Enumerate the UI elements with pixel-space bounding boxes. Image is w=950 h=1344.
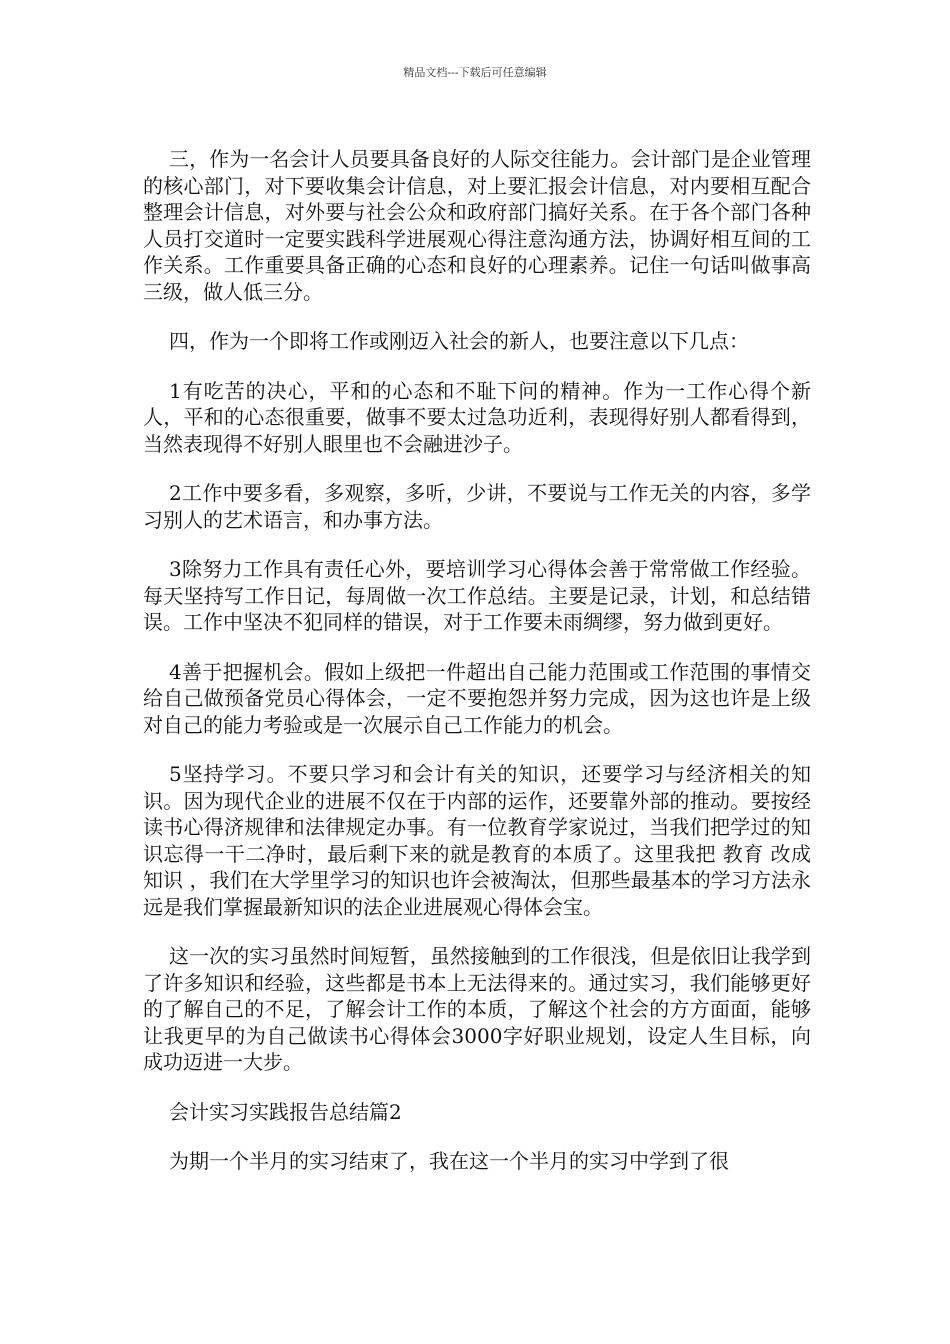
document-body [143, 146, 811, 1198]
paragraph-point-2: 2工作中要多看，多观察，多听，少讲，不要说与工作无关的内容，多学习别人的艺术语言，和办事方法。 [143, 481, 811, 532]
paragraph-conclusion: 这一次的实习虽然时间短暂，虽然接触到的工作很浅，但是依旧让我学到了许多知识和经验，这些都是书本上无法得来的。通过实习，我们能够更好的了解自己的不足，了解会计工作的本质，了解这个社会的方方面面，能够让我更早的为自己做读书心得体会3000字好职业规划，设定人生目标，向成功迈进一大步。 [143, 944, 811, 1074]
paragraph-newcomer-intro: 四，作为一个即将工作或刚迈入社会的新人，也要注意以下几点： [169, 329, 749, 353]
page-header: 精品文档---下载后可任意编辑 [403, 66, 547, 79]
paragraph-point-4: 4善于把握机会。假如上级把一件超出自己能力范围或工作范围的事情交给自己做预备党员心得体会，一定不要抱怨并努力完成，因为这也许是上级对自己的能力考验或是一次展示自己工作能力的机会。 [143, 659, 811, 737]
paragraph-point-3: 3除努力工作具有责任心外，要培训学习心得体会善于常常做工作经验。每天坚持写工作日记，每周做一次工作总结。主要是记录，计划，和总结错误。工作中坚决不犯同样的错误，对于工作要未雨绸缪，努力做到更好。 [143, 557, 811, 634]
paragraph-section-2-start: 为期一个半月的实习结束了，我在这一个半月的实习中学到了很 [169, 1149, 729, 1173]
paragraph-point-5: 5坚持学习。不要只学习和会计有关的知识，还要学习与经济相关的知识。因为现代企业的进展不仅在于内部的运作，还要靠外部的推动。要按经读书心得济规律和法律规定办事。有一位教育学家说过，当我们把学过的知识忘得一干二净时，最后剩下来的就是教育的本质了。这里我把 教育 改成 知识 ，我们在大学里学习的知识也许会被淘汰，但那些最基本的学习方法永远是我们掌握最新知识的法企业进展观心得体会宝。 [143, 762, 811, 919]
section-heading: 会计实习实践报告总结篇2 [169, 1099, 402, 1124]
paragraph-point-1: 1有吃苦的决心，平和的心态和不耻下问的精神。作为一工作心得个新人，平和的心态很重要，做事不要太过急功近利，表现得好别人都看得到，当然表现得不好别人眼里也不会融进沙子。 [143, 378, 811, 456]
paragraph-interpersonal-skills: 三，作为一名会计人员要具备良好的人际交往能力。会计部门是企业管理的核心部门，对下要收集会计信息，对上要汇报会计信息，对内要相互配合整理会计信息，对外要与社会公众和政府部门搞好关系。在于各个部门各种人员打交道时一定要实践科学进展观心得注意沟通方法，协调好相互间的工作关系。工作重要具备正确的心态和良好的心理素养。记住一句话叫做事高三级，做人低三分。 [143, 147, 811, 304]
